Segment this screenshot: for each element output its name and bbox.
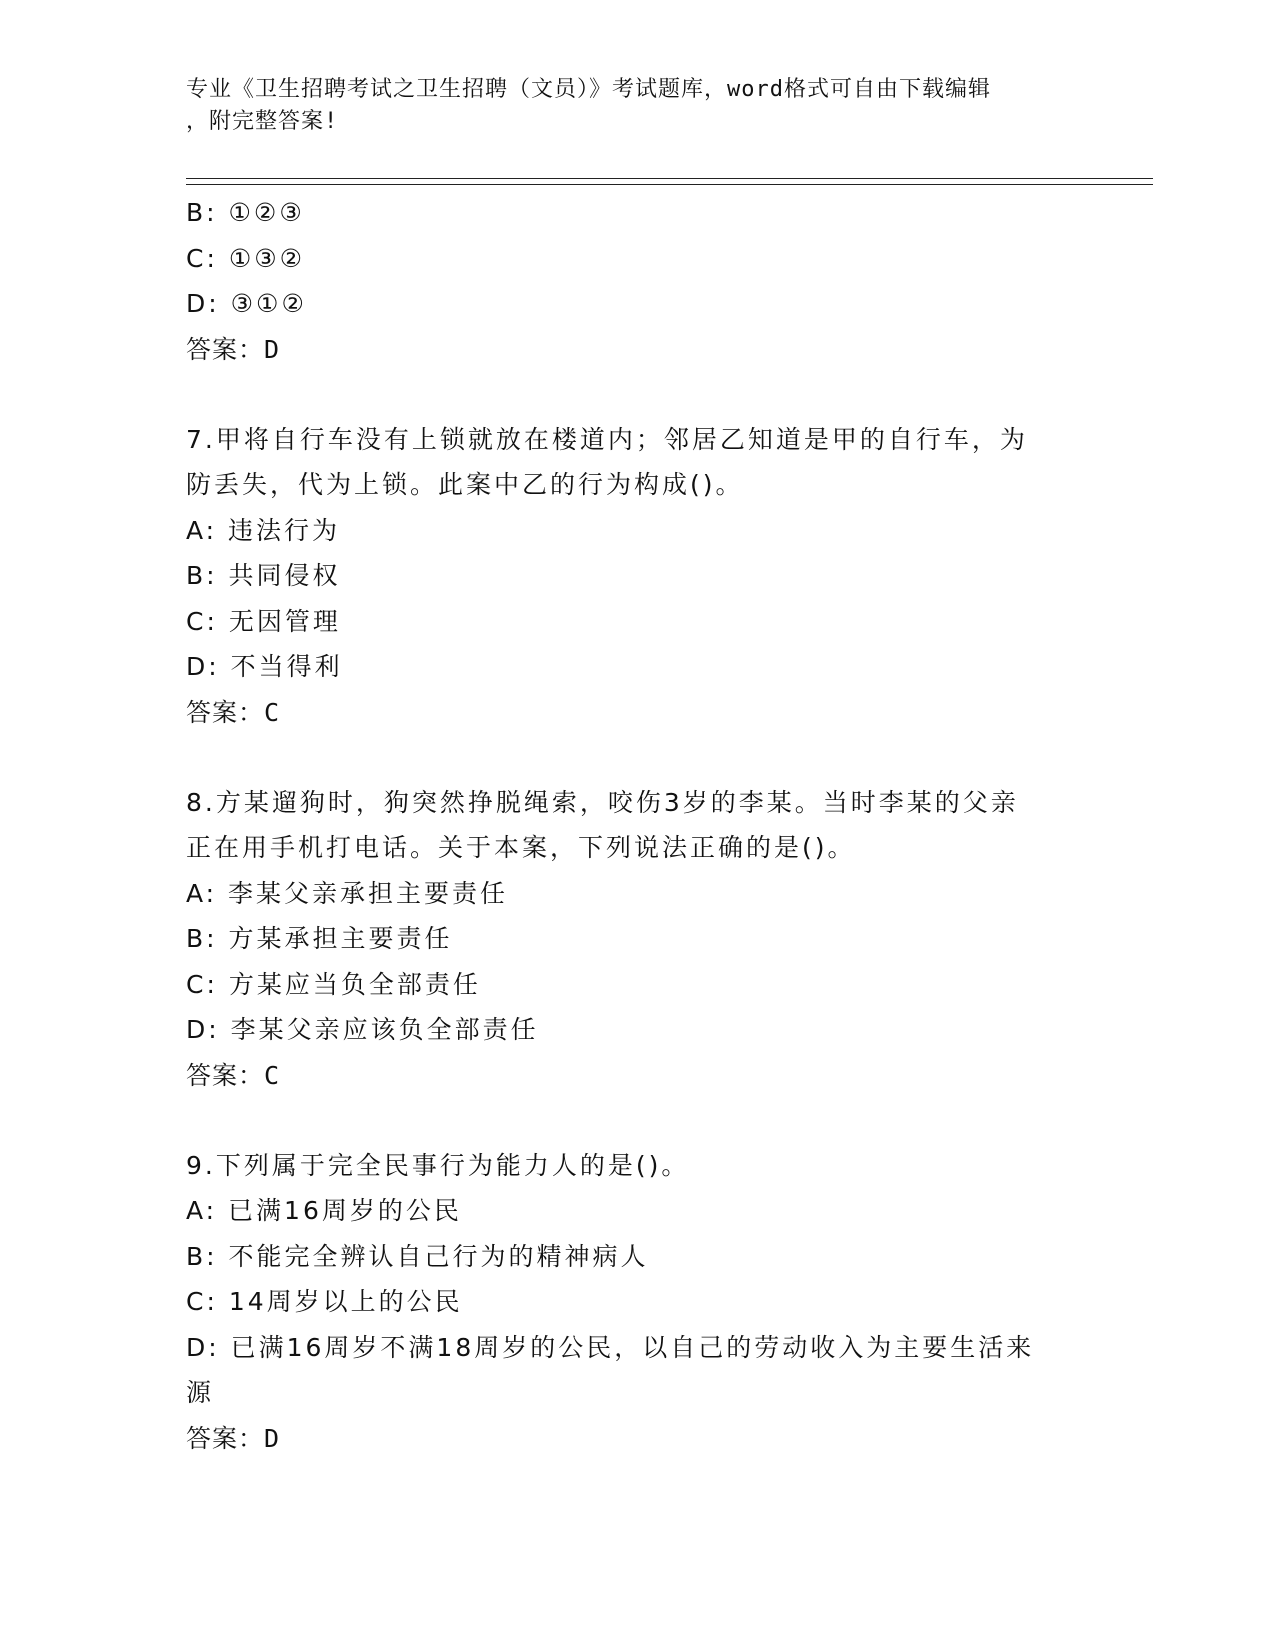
header-divider xyxy=(186,178,1153,185)
answer-value: C xyxy=(264,1060,281,1090)
answer-label: 答案： xyxy=(186,697,265,727)
question-text-line-2: 正在用手机打电话。关于本案，下列说法正确的是()。 xyxy=(186,833,856,862)
answer-label: 答案： xyxy=(186,1423,265,1453)
answer-value: C xyxy=(264,697,281,727)
question-9 xyxy=(186,1143,1086,1462)
option-c: C: 14周岁以上的公民 xyxy=(186,1287,463,1316)
question-8 xyxy=(186,780,1086,1099)
option-d: D: 不当得利 xyxy=(186,652,343,681)
option-b: B: 共同侵权 xyxy=(186,561,341,590)
option-c: C: 无因管理 xyxy=(186,606,341,636)
option-a: A: 已满16周岁的公民 xyxy=(186,1196,462,1225)
answer-line xyxy=(186,690,1086,736)
option-a: A: 违法行为 xyxy=(186,515,341,545)
question-text-line-1: 7.甲将自行车没有上锁就放在楼道内；邻居乙知道是甲的自行车，为 xyxy=(186,424,1028,454)
option-b: B: 不能完全辨认自己行为的精神病人 xyxy=(186,1241,649,1271)
option-d: D: 李某父亲应该负全部责任 xyxy=(186,1015,539,1044)
question-text-line-1: 9.下列属于完全民事行为能力人的是()。 xyxy=(186,1150,690,1180)
option-c: C: 方某应当负全部责任 xyxy=(186,969,481,999)
option-c: C: ①③② xyxy=(186,243,306,273)
answer-label: 答案： xyxy=(186,334,265,364)
answer-line xyxy=(186,1053,1086,1099)
option-d-line-2: 源 xyxy=(186,1378,215,1407)
answer-line xyxy=(186,1416,1086,1462)
option-d: D: ③①② xyxy=(186,289,307,318)
option-b: B: 方某承担主要责任 xyxy=(186,924,453,953)
answer-label: 答案： xyxy=(186,1060,265,1090)
question-text-line-2: 防丢失，代为上锁。此案中乙的行为构成()。 xyxy=(186,470,744,499)
spacer xyxy=(186,373,1086,417)
header-line-1: 专业《卫生招聘考试之卫生招聘（文员）》考试题库，word格式可自由下载编辑 xyxy=(186,77,991,102)
header-line-2: ，附完整答案! xyxy=(186,109,339,134)
option-a: A: 李某父亲承担主要责任 xyxy=(186,878,509,908)
question-6 xyxy=(186,190,1086,373)
answer-value: D xyxy=(264,334,281,364)
option-d-line-1: D: 已满16周岁不满18周岁的公民，以自己的劳动收入为主要生活来 xyxy=(186,1332,1035,1362)
option-b: B: ①②③ xyxy=(186,198,305,227)
spacer xyxy=(186,1099,1086,1143)
answer-value: D xyxy=(264,1423,281,1453)
question-7 xyxy=(186,417,1086,736)
question-text-line-1: 8.方某遛狗时，狗突然挣脱绳索，咬伤3岁的李某。当时李某的父亲 xyxy=(186,787,1019,817)
answer-line xyxy=(186,327,1086,373)
question-content xyxy=(186,190,1086,1462)
document-header xyxy=(186,74,1086,138)
spacer xyxy=(186,736,1086,780)
